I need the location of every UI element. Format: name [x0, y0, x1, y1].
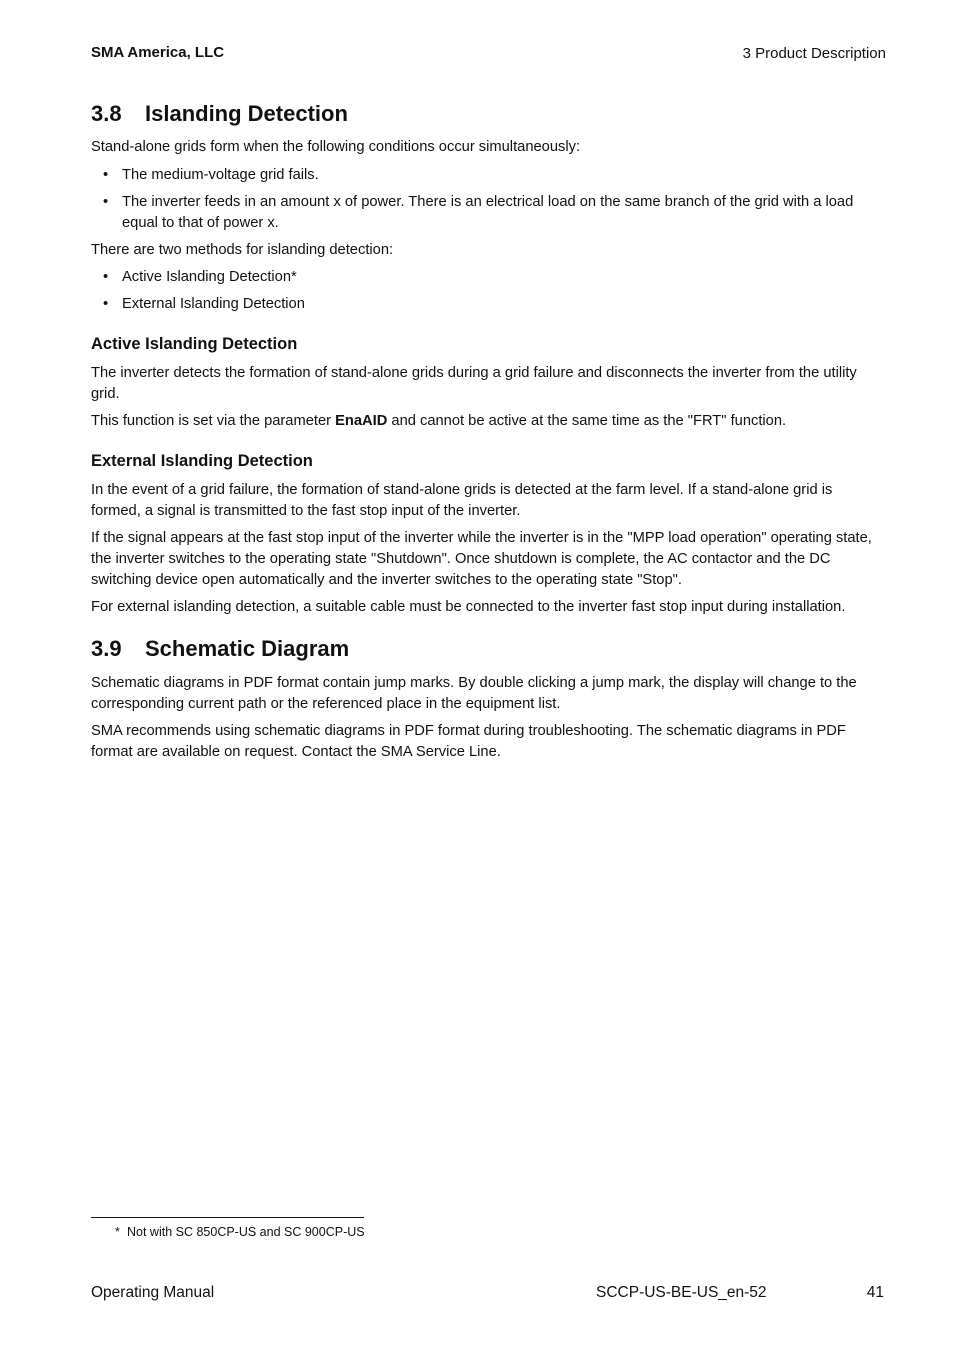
bullet-icon: •	[103, 167, 109, 183]
external-islanding-paragraph: In the event of a grid failure, the formation of stand-alone grids is detected at the farm level. If a stand-alone grid is formed, a signal is transmitted to the fast stop input of the inverter.	[91, 482, 833, 519]
footer-manual-title: Operating Manual	[91, 1284, 215, 1301]
footnote-divider	[91, 1217, 364, 1218]
condition-item	[103, 165, 886, 186]
bullet-icon: •	[103, 269, 109, 285]
footer-page-number: 41	[866, 1284, 884, 1301]
header-chapter: 3 Product Description	[742, 45, 886, 62]
schematic-paragraph: Schematic diagrams in PDF format contain jump marks. By double clicking a jump mark, the display will change to the corresponding current path or the referenced place in the equipment list.	[91, 675, 857, 712]
method-item	[103, 294, 886, 315]
parameter-text-before: This function is set via the parameter	[91, 413, 336, 429]
schematic-paragraph: SMA recommends using schematic diagrams in PDF format during troubleshooting. The schematic diagrams in PDF format are available on request. Contact the SMA Service Line.	[91, 723, 846, 760]
active-islanding-parameter-paragraph	[91, 411, 886, 432]
external-islanding-paragraph: For external islanding detection, a suitable cable must be connected to the inverter fast stop input during installation.	[91, 599, 846, 615]
footnote-text: Not with SC 850CP-US and SC 900CP-US	[127, 1225, 365, 1239]
active-islanding-heading: Active Islanding Detection	[91, 335, 298, 353]
external-islanding-paragraph: If the signal appears at the fast stop input of the inverter while the inverter is in the "MPP load operation" operating state, the inverter switches to the operating state "Shutdown". Once shutdown is complete, the AC contactor and the DC switching device open automatically and the inverter switches to the operating state "Stop".	[91, 530, 872, 588]
footnote	[115, 1225, 365, 1239]
islanding-intro: Stand-alone grids form when the following conditions occur simultaneously:	[91, 139, 581, 155]
footnote-mark: *	[115, 1225, 120, 1239]
active-islanding-paragraph: The inverter detects the formation of stand-alone grids during a grid failure and disconnects the inverter from the utility grid.	[91, 365, 857, 402]
condition-text: The medium-voltage grid fails.	[122, 167, 319, 183]
section-3-9-heading	[91, 636, 349, 662]
header-company: SMA America, LLC	[91, 44, 225, 61]
section-number: 3.9	[91, 636, 122, 661]
condition-item	[103, 192, 886, 234]
methods-intro: There are two methods for islanding detection:	[91, 242, 394, 258]
section-number: 3.8	[91, 101, 122, 126]
footer-document-id: SCCP-US-BE-US_en-52	[596, 1284, 767, 1301]
section-3-8-heading	[91, 101, 348, 127]
parameter-name: EnaAID	[335, 413, 388, 429]
method-text: Active Islanding Detection*	[122, 269, 297, 285]
external-islanding-heading: External Islanding Detection	[91, 452, 313, 470]
method-item	[103, 267, 886, 288]
method-text: External Islanding Detection	[122, 296, 305, 312]
section-title: Islanding Detection	[145, 101, 348, 126]
section-title: Schematic Diagram	[145, 636, 350, 661]
parameter-text-after: and cannot be active at the same time as the "FRT" function.	[387, 413, 787, 429]
bullet-icon: •	[103, 296, 109, 312]
condition-text: The inverter feeds in an amount x of power. There is an electrical load on the same branch of the grid with a load equal to that of power x.	[122, 194, 854, 231]
bullet-icon: •	[103, 194, 109, 210]
